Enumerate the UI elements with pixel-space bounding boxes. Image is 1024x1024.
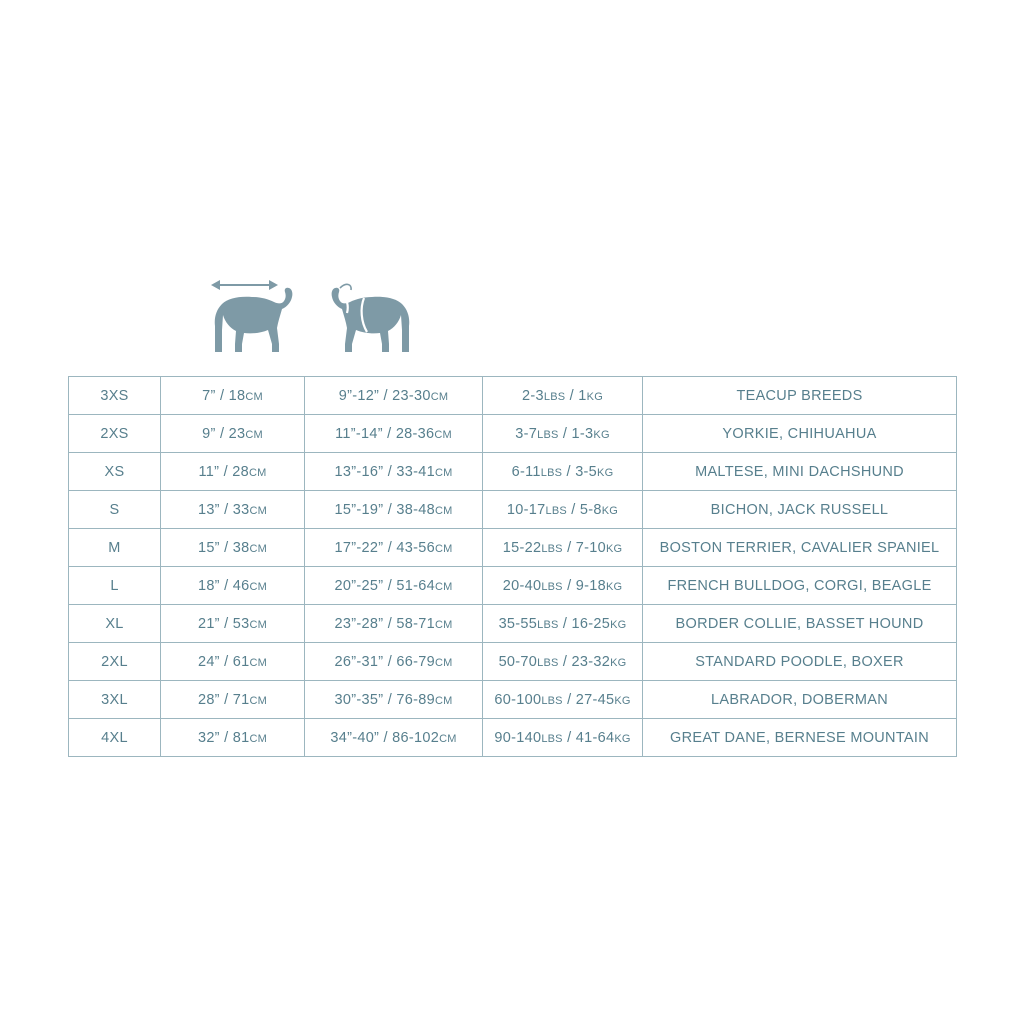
cell-breeds: GREAT DANE, BERNESE MOUNTAIN <box>643 719 957 757</box>
cell-weight <box>483 719 643 757</box>
size-chart-table <box>68 376 957 757</box>
cell-size: L <box>69 567 161 605</box>
weight-value: 2-3 <box>522 387 544 404</box>
cell-weight <box>483 681 643 719</box>
cell-neck <box>161 491 305 529</box>
cell-weight <box>483 567 643 605</box>
weight-value: 50-70 <box>498 653 538 670</box>
weight-unit-kg: KG <box>614 732 631 745</box>
table-row <box>69 453 957 491</box>
cell-chest <box>305 643 483 681</box>
table-row <box>69 377 957 415</box>
cell-neck <box>161 377 305 415</box>
cell-weight <box>483 605 643 643</box>
cell-neck <box>161 681 305 719</box>
neck-unit: CM <box>249 694 268 707</box>
table-row <box>69 605 957 643</box>
chest-value: 17”-22” / 43-56 <box>334 539 435 556</box>
weight-value: 60-100 <box>494 691 542 708</box>
weight-unit-kg: KG <box>610 656 627 669</box>
neck-unit: CM <box>249 580 268 593</box>
weight-unit-lbs: LBS <box>541 694 563 707</box>
cell-neck <box>161 453 305 491</box>
left-dog-silhouette <box>211 280 292 352</box>
cell-size: 4XL <box>69 719 161 757</box>
weight-unit-lbs: LBS <box>540 466 563 479</box>
neck-value: 18” / 46 <box>197 577 250 594</box>
weight-unit-lbs: LBS <box>545 504 567 517</box>
weight-unit-kg: KG <box>605 542 623 555</box>
weight-mid: / 23-32 <box>558 653 611 670</box>
chest-unit: CM <box>439 732 457 745</box>
chest-value: 23”-28” / 58-71 <box>334 615 435 632</box>
cell-neck <box>161 415 305 453</box>
cell-breeds: YORKIE, CHIHUAHUA <box>643 415 957 453</box>
chest-value: 9”-12” / 23-30 <box>338 387 431 404</box>
weight-unit-lbs: LBS <box>541 732 563 745</box>
weight-mid: / 3-5 <box>562 463 598 480</box>
weight-mid: / 5-8 <box>566 501 602 518</box>
neck-unit: CM <box>249 618 268 631</box>
cell-size: S <box>69 491 161 529</box>
cell-breeds: STANDARD POODLE, BOXER <box>643 643 957 681</box>
weight-value: 3-7 <box>515 425 538 442</box>
table-row <box>69 567 957 605</box>
cell-size: XS <box>69 453 161 491</box>
dog-illustrations <box>198 268 428 368</box>
right-dog-silhouette <box>332 284 410 352</box>
neck-value: 15” / 38 <box>197 539 250 556</box>
neck-value: 28” / 71 <box>197 691 250 708</box>
chest-unit: CM <box>434 618 453 631</box>
cell-chest <box>305 605 483 643</box>
neck-unit: CM <box>248 466 267 479</box>
weight-unit-kg: KG <box>605 580 623 593</box>
cell-neck <box>161 719 305 757</box>
cell-weight <box>483 377 643 415</box>
weight-unit-lbs: LBS <box>537 428 559 441</box>
neck-value: 24” / 61 <box>197 653 250 670</box>
cell-weight <box>483 415 643 453</box>
neck-value: 11” / 28 <box>198 463 249 480</box>
neck-unit: CM <box>245 390 263 403</box>
weight-unit-lbs: LBS <box>541 580 563 593</box>
neck-value: 9” / 23 <box>202 425 246 442</box>
cell-breeds: LABRADOR, DOBERMAN <box>643 681 957 719</box>
cell-size: M <box>69 529 161 567</box>
neck-unit: CM <box>249 504 268 517</box>
table-row <box>69 529 957 567</box>
neck-value: 21” / 53 <box>197 615 250 632</box>
table-row <box>69 415 957 453</box>
weight-mid: / 7-10 <box>562 539 606 556</box>
cell-chest <box>305 567 483 605</box>
table-row <box>69 681 957 719</box>
weight-value: 6-11 <box>511 463 541 480</box>
table-row <box>69 491 957 529</box>
cell-weight <box>483 453 643 491</box>
weight-unit-lbs: LBS <box>537 618 559 631</box>
chest-value: 26”-31” / 66-79 <box>334 653 435 670</box>
table-row <box>69 643 957 681</box>
chest-value: 15”-19” / 38-48 <box>334 501 435 518</box>
neck-unit: CM <box>249 732 268 745</box>
cell-weight <box>483 643 643 681</box>
cell-neck <box>161 529 305 567</box>
weight-unit-kg: KG <box>586 390 603 403</box>
weight-value: 20-40 <box>502 577 542 594</box>
chest-value: 34”-40” / 86-102 <box>330 729 440 746</box>
neck-unit: CM <box>245 428 263 441</box>
cell-neck <box>161 605 305 643</box>
chest-unit: CM <box>434 428 452 441</box>
neck-value: 13” / 33 <box>197 501 250 518</box>
cell-weight <box>483 491 643 529</box>
cell-size: 2XL <box>69 643 161 681</box>
chest-unit: CM <box>434 656 453 669</box>
weight-unit-lbs: LBS <box>543 390 566 403</box>
weight-unit-kg: KG <box>610 618 627 631</box>
cell-neck <box>161 567 305 605</box>
weight-mid: / 9-18 <box>562 577 606 594</box>
neck-value: 7” / 18 <box>202 387 246 404</box>
chest-unit: CM <box>430 390 449 403</box>
neck-unit: CM <box>249 656 268 669</box>
cell-chest <box>305 529 483 567</box>
weight-value: 35-55 <box>498 615 538 632</box>
cell-chest <box>305 681 483 719</box>
weight-mid: / 16-25 <box>558 615 611 632</box>
weight-value: 90-140 <box>494 729 542 746</box>
chest-value: 13”-16” / 33-41 <box>334 463 435 480</box>
weight-value: 15-22 <box>502 539 542 556</box>
cell-neck <box>161 643 305 681</box>
neck-unit: CM <box>249 542 268 555</box>
weight-mid: / 41-64 <box>562 729 615 746</box>
weight-unit-kg: KG <box>597 466 614 479</box>
chest-unit: CM <box>434 504 453 517</box>
weight-unit-kg: KG <box>593 428 610 441</box>
chest-value: 11”-14” / 28-36 <box>335 425 435 442</box>
chest-unit: CM <box>434 694 453 707</box>
chest-unit: CM <box>434 542 453 555</box>
cell-size: 3XS <box>69 377 161 415</box>
cell-size: XL <box>69 605 161 643</box>
cell-size: 3XL <box>69 681 161 719</box>
table-row <box>69 719 957 757</box>
cell-breeds: FRENCH BULLDOG, CORGI, BEAGLE <box>643 567 957 605</box>
cell-breeds: TEACUP BREEDS <box>643 377 957 415</box>
weight-unit-lbs: LBS <box>541 542 563 555</box>
chest-unit: CM <box>434 466 453 479</box>
weight-mid: / 1-3 <box>558 425 594 442</box>
cell-breeds: MALTESE, MINI DACHSHUND <box>643 453 957 491</box>
cell-breeds: BICHON, JACK RUSSELL <box>643 491 957 529</box>
cell-weight <box>483 529 643 567</box>
cell-chest <box>305 719 483 757</box>
chest-value: 20”-25” / 51-64 <box>334 577 435 594</box>
weight-mid: / 27-45 <box>562 691 615 708</box>
chest-unit: CM <box>434 580 453 593</box>
cell-chest <box>305 377 483 415</box>
weight-unit-kg: KG <box>601 504 619 517</box>
weight-mid: / 1 <box>565 387 587 404</box>
cell-chest <box>305 415 483 453</box>
cell-chest <box>305 453 483 491</box>
cell-breeds: BOSTON TERRIER, CAVALIER SPANIEL <box>643 529 957 567</box>
neck-value: 32” / 81 <box>197 729 250 746</box>
weight-unit-lbs: LBS <box>537 656 559 669</box>
cell-breeds: BORDER COLLIE, BASSET HOUND <box>643 605 957 643</box>
chest-value: 30”-35” / 76-89 <box>334 691 435 708</box>
weight-value: 10-17 <box>506 501 546 518</box>
weight-unit-kg: KG <box>614 694 631 707</box>
cell-chest <box>305 491 483 529</box>
cell-size: 2XS <box>69 415 161 453</box>
